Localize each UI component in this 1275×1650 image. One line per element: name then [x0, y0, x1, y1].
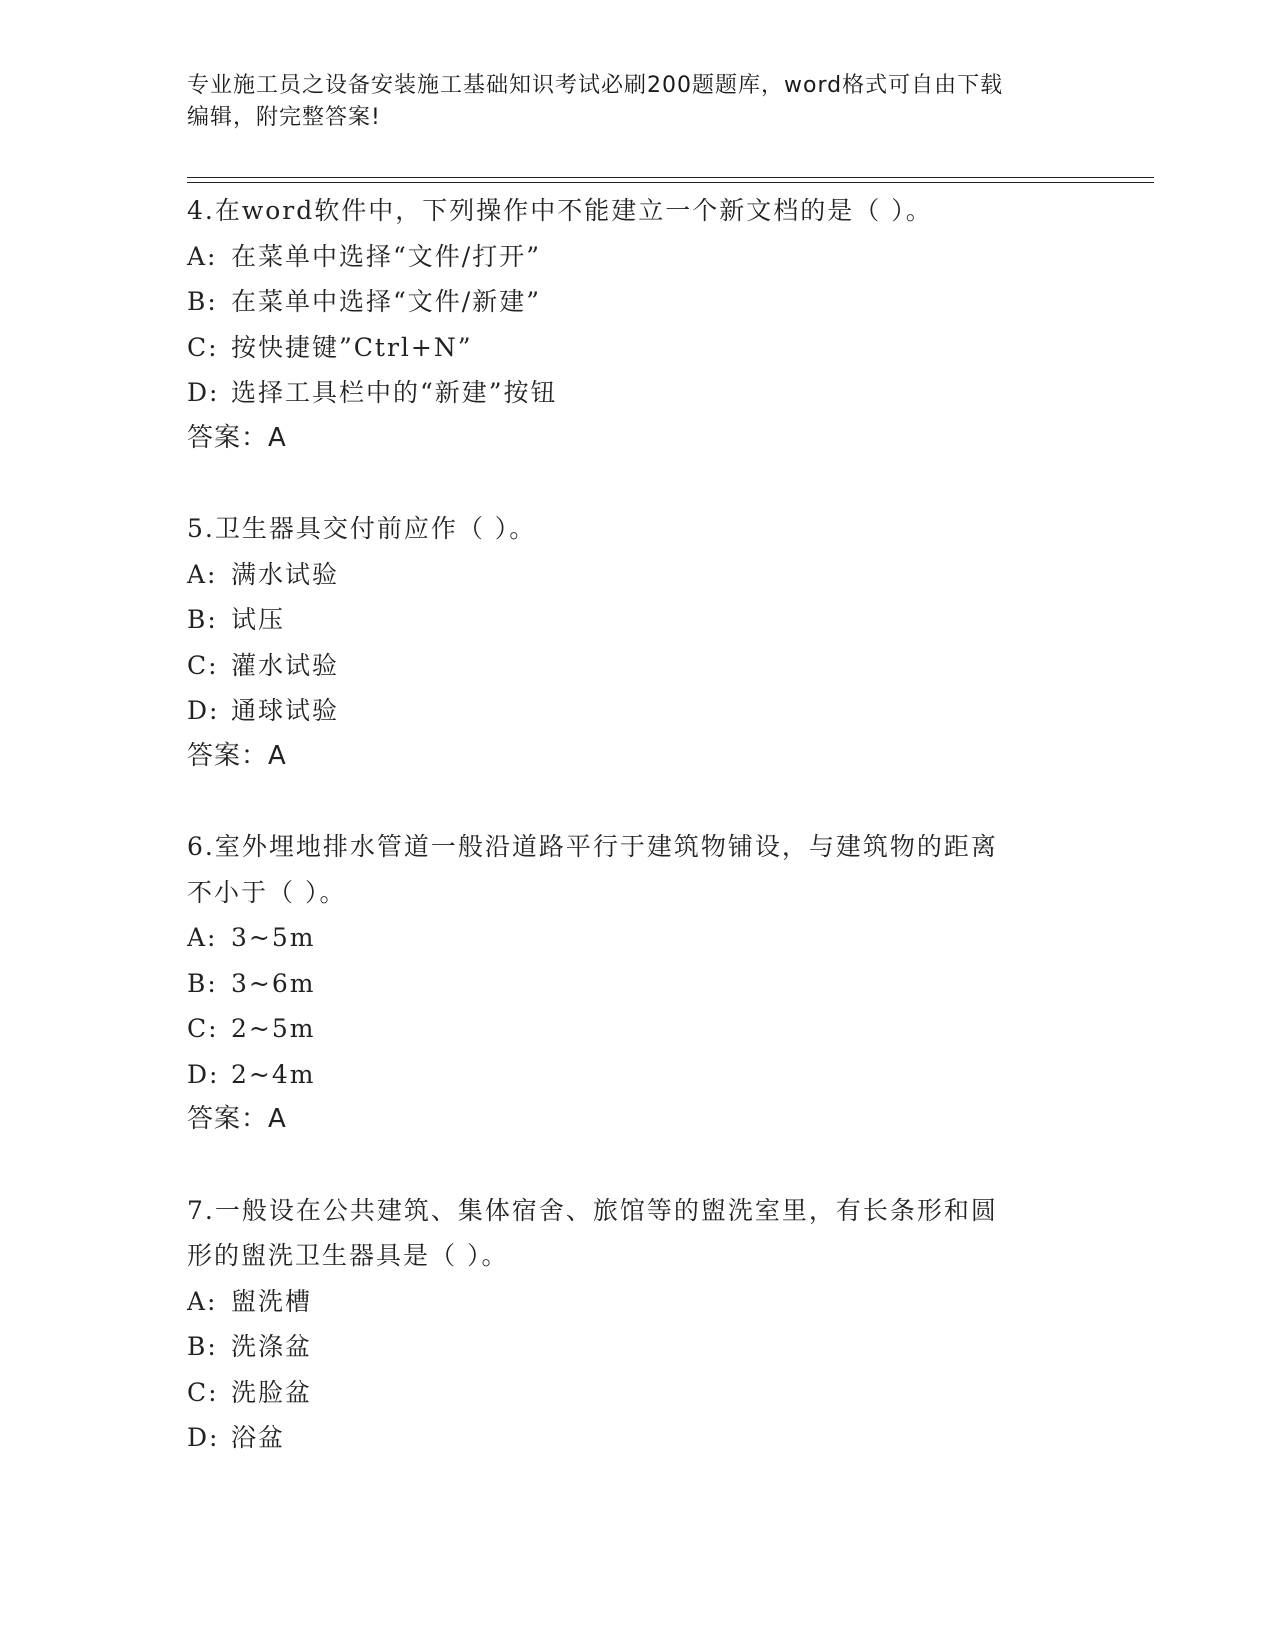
option-a: [187, 234, 1087, 280]
option-a: [187, 915, 1087, 961]
option-key: D:: [187, 378, 220, 407]
option-key: A:: [187, 559, 218, 589]
option-text: 选择工具栏中的“新建”按钮: [231, 378, 558, 407]
option-b: [187, 961, 1087, 1007]
option-c: [187, 1370, 1087, 1416]
option-key: A:: [187, 1286, 218, 1316]
question-7: [187, 1188, 1087, 1461]
header-divider-top: [187, 177, 1154, 178]
question-stem-continued: 形的盥洗卫生器具是（ ）。: [187, 1241, 509, 1270]
option-key: C:: [187, 1014, 219, 1043]
option-key: D:: [187, 1423, 220, 1452]
option-text: 盥洗槽: [231, 1286, 313, 1316]
option-b: [187, 279, 1087, 325]
option-b: [187, 1324, 1087, 1370]
option-key: A:: [187, 923, 218, 952]
option-text: 满水试验: [231, 559, 340, 589]
option-text: 3~5m: [231, 923, 316, 952]
option-d: [187, 1415, 1087, 1461]
question-stem: 5.卫生器具交付前应作（ ）。: [187, 514, 537, 543]
option-a: [187, 552, 1087, 598]
answer-line: 答案：A: [187, 740, 287, 771]
option-text: 洗脸盆: [231, 1377, 313, 1407]
question-5: [187, 506, 1087, 779]
question-stem: 7.一般设在公共建筑、集体宿舍、旅馆等的盥洗室里，有长条形和圆: [187, 1195, 998, 1225]
option-text: 在菜单中选择“文件/打开”: [231, 241, 541, 271]
option-key: B:: [187, 968, 218, 998]
option-text: 在菜单中选择“文件/新建”: [231, 287, 541, 316]
option-d: [187, 1052, 1087, 1098]
option-a: [187, 1279, 1087, 1325]
option-key: B:: [187, 1332, 218, 1361]
option-text: 浴盆: [231, 1423, 286, 1452]
header-title-line-2: 编辑，附完整答案!: [187, 105, 381, 130]
option-key: B:: [187, 287, 218, 316]
option-d: [187, 688, 1087, 734]
option-key: C:: [187, 650, 219, 680]
option-c: [187, 643, 1087, 689]
option-key: D:: [187, 1059, 220, 1089]
answer-line: 答案：A: [187, 422, 287, 453]
question-stem: 6.室外埋地排水管道一般沿道路平行于建筑物铺设，与建筑物的距离: [187, 832, 998, 861]
option-text: 洗涤盆: [231, 1332, 313, 1361]
document-header: [187, 70, 1067, 134]
option-text: 2~4m: [231, 1059, 316, 1089]
option-c: [187, 1006, 1087, 1052]
option-key: D:: [187, 696, 220, 725]
header-divider-bottom: [187, 182, 1154, 183]
option-d: [187, 370, 1087, 416]
option-b: [187, 597, 1087, 643]
option-key: A:: [187, 241, 218, 271]
option-key: C:: [187, 1377, 219, 1407]
question-4: [187, 188, 1087, 461]
question-stem: 4.在word软件中，下列操作中不能建立一个新文档的是（ ）。: [187, 196, 933, 225]
option-text: 3~6m: [231, 968, 316, 998]
option-text: 2~5m: [231, 1014, 316, 1043]
question-6: [187, 824, 1087, 1143]
question-list: [187, 188, 1087, 1461]
answer-line: 答案：A: [187, 1104, 287, 1134]
header-title-line-1: 专业施工员之设备安装施工基础知识考试必刷200题题库，word格式可自由下载: [187, 73, 1004, 98]
option-text: 通球试验: [231, 696, 340, 725]
option-c: [187, 325, 1087, 371]
option-text: 按快捷键”Ctrl+N”: [231, 332, 473, 362]
option-key: B:: [187, 605, 218, 634]
option-key: C:: [187, 332, 219, 362]
option-text: 试压: [231, 605, 286, 634]
question-stem-continued: 不小于（ ）。: [187, 877, 347, 907]
option-text: 灌水试验: [231, 650, 340, 680]
